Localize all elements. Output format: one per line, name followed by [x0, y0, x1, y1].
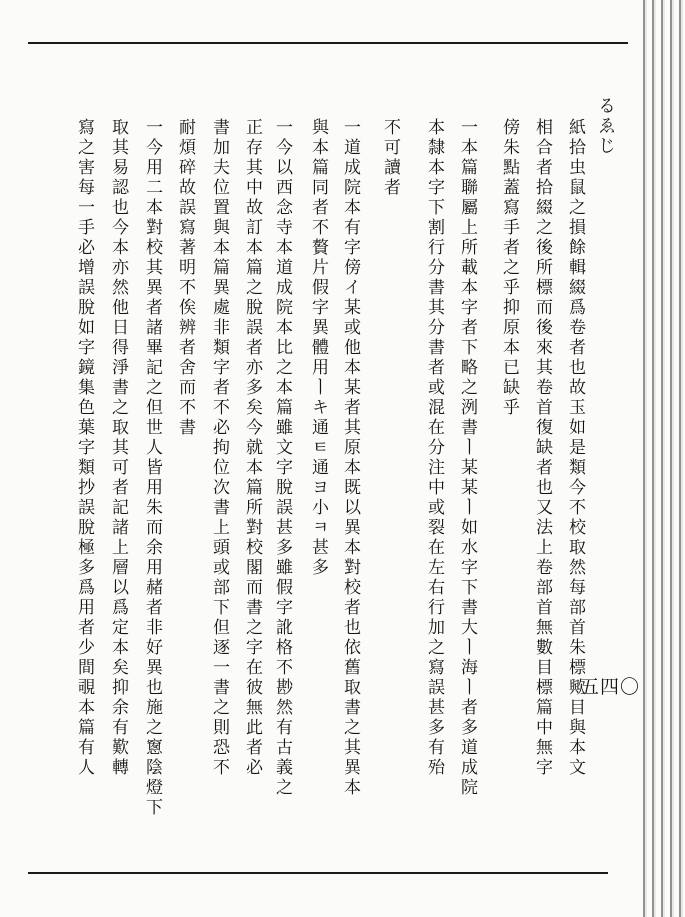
text-column: 寫之害每一手必增誤脫如字鏡集色葉字類抄誤脫極多爲用者少間覗本篇有人: [74, 118, 94, 778]
text-column: 書加夫位置與本篇異處非類字者不必拘位次書上頭或部下但逐一書之則恐不: [209, 118, 229, 778]
text-column: 取其易認也今本亦然他日得淨書之取其可者記諸上層以爲定本矣抑余有歎轉: [108, 118, 128, 778]
text-column: 一今以西念寺本道成院本比之本篇雖文字脫誤甚多雖假字訛格不尠然有古義之: [272, 118, 292, 798]
text-column: 紙拾虫鼠之損餘輯綴爲卷者也故玉如是類今不校取然每部首朱標歟目與本文: [565, 118, 585, 778]
bottom-border-line: [28, 872, 608, 874]
text-column: 一今用二本對校其異者諸畢記之但世人皆用朱而余用赭者非好異也施之窻陰燈下: [142, 118, 162, 818]
text-column: 正存其中故訂本篇之脫誤者亦多矣今就本篇所對校閣而書之字在彼無此者必: [242, 118, 262, 778]
page-binding-edge: [638, 0, 685, 917]
page-number: 五四〇: [580, 676, 641, 698]
text-column: 與本篇同者不贅片假字異體用ㅣキ通ㅌ通ヨ小ㅋ甚多: [308, 118, 328, 578]
text-column: 相合者拾綴之後所標而後來其卷首復缺者也又法上卷部首無數目標篇中無字: [532, 118, 552, 778]
text-column: 傍朱點蓋寫手者之乎抑原本已缺乎: [499, 118, 519, 418]
text-column: 一道成院本有字傍イ某或他本某者其原本既以異本對校者也依舊取書之其異本: [340, 118, 360, 798]
top-border-line: [28, 42, 628, 44]
text-column: 本隸本字下割行分書其分書者或混在分注中或裂在左右行加之寫誤甚多有殆: [424, 118, 444, 778]
text-column: 耐煩碎故誤寫著明不俟辨者舍而不書: [175, 118, 195, 438]
running-head: るゑじ: [595, 96, 616, 156]
text-column: 一本篇聯屬上所載本字者下略之洌書ㅣ某某ㅣ如水字下書大ㅣ海ㅣ者多道成院: [457, 118, 477, 798]
text-column: 不可讀者: [380, 118, 400, 198]
